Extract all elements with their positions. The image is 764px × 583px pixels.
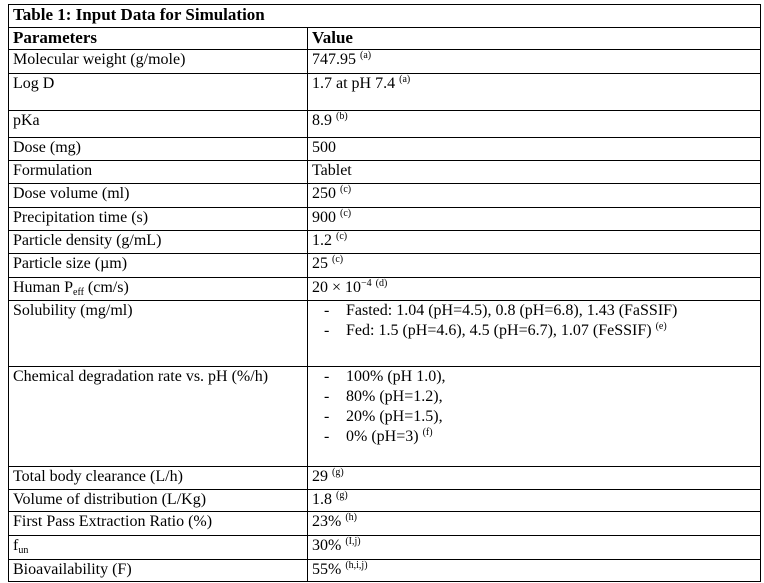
value-cell: [308, 161, 761, 184]
parameter-label: Chemical degradation rate vs. pH (%/h): [13, 368, 269, 385]
table-row: [9, 301, 761, 367]
value-text: Fasted: 1.04 (pH=4.5), 0.8 (pH=6.8), 1.43 (FaSSIF): [346, 302, 678, 319]
table-row: [9, 278, 761, 301]
table-row: [9, 161, 761, 184]
value-text: 23%: [312, 513, 342, 530]
footnote-ref: (g): [336, 490, 348, 501]
parameter-label: Precipitation time (s): [13, 209, 149, 226]
value-text: 100% (pH 1.0),: [346, 368, 446, 385]
parameter-label: Bioavailability (F): [13, 561, 132, 578]
table-row: [9, 467, 761, 490]
parameter-label: Molecular weight (g/mole): [13, 51, 186, 68]
value-cell: [308, 467, 761, 490]
parameter-label: Solubility (mg/ml): [13, 302, 133, 319]
parameter-label: Dose (mg): [13, 139, 81, 156]
table-row: [9, 74, 761, 111]
table-row: [9, 184, 761, 208]
parameter-cell: [9, 161, 308, 184]
value-text: 8.9: [312, 112, 332, 129]
value-text: Tablet: [312, 162, 352, 179]
parameter-subscript: un: [18, 545, 29, 556]
footnote-ref: (h,i,j): [345, 560, 368, 571]
parameter-cell: [9, 74, 308, 111]
value-cell: [308, 50, 761, 74]
table-row: [9, 50, 761, 74]
footnote-ref: (b): [336, 111, 348, 122]
parameter-cell: [9, 490, 308, 512]
footnote-ref: (a): [399, 74, 411, 85]
value-text: 30%: [312, 537, 342, 554]
value-text: 29: [312, 468, 328, 485]
parameter-label: Volume of distribution (L/Kg): [13, 491, 207, 508]
value-text: 20 × 10: [312, 279, 362, 296]
value-cell: [308, 184, 761, 208]
header-value: Value: [308, 28, 761, 50]
value-text: 747.95: [312, 51, 356, 68]
footnote-ref: (I,j): [345, 536, 361, 547]
value-cell: [308, 111, 761, 138]
footnote-ref: (h): [345, 512, 357, 523]
value-text: 80% (pH=1.2),: [346, 388, 443, 405]
header-parameters: Parameters: [9, 28, 308, 50]
value-list-item: [312, 427, 756, 447]
table-row: [9, 512, 761, 536]
parameter-cell: [9, 138, 308, 161]
value-text: 1.8: [312, 491, 332, 508]
value-cell: [308, 512, 761, 536]
table-title: Table 1: Input Data for Simulation: [9, 5, 761, 28]
parameter-label: Human P: [13, 279, 73, 296]
parameter-label: Particle density (g/mL): [13, 232, 162, 249]
parameter-cell: [9, 536, 308, 560]
parameter-cell: [9, 278, 308, 301]
value-cell: [308, 278, 761, 301]
input-data-table: [8, 4, 761, 582]
value-list: [312, 367, 756, 447]
value-text: 20% (pH=1.5),: [346, 408, 443, 425]
value-cell: [308, 138, 761, 161]
footnote-ref: (c): [340, 184, 352, 195]
parameter-cell: [9, 50, 308, 74]
table-row: [9, 367, 761, 467]
value-list-item: [312, 301, 756, 321]
parameter-label: Total body clearance (L/h): [13, 468, 183, 485]
table-row: [9, 254, 761, 278]
value-text: 1.2: [312, 232, 332, 249]
footnote-ref: (d): [375, 278, 388, 289]
table-row: [9, 111, 761, 138]
parameter-label: Log D: [13, 75, 55, 92]
footnote-ref: (c): [336, 231, 348, 242]
value-cell: [308, 74, 761, 111]
value-text: 55%: [312, 561, 342, 578]
table-row: [9, 231, 761, 254]
value-list: [312, 301, 756, 341]
value-cell: [308, 301, 761, 367]
table-row: [9, 208, 761, 231]
table-row: [9, 490, 761, 512]
parameter-label-suffix: (cm/s): [83, 279, 129, 296]
parameter-label: pKa: [13, 112, 40, 129]
parameter-cell: [9, 208, 308, 231]
value-text: 500: [312, 139, 336, 156]
value-text: 900: [312, 209, 336, 226]
parameter-label: Dose volume (ml): [13, 185, 130, 202]
footnote-ref: (c): [332, 254, 344, 265]
table-header-row: [9, 28, 761, 50]
value-cell: [308, 208, 761, 231]
parameter-cell: [9, 254, 308, 278]
value-text: Fed: 1.5 (pH=4.6), 4.5 (pH=6.7), 1.07 (FeSSIF): [346, 322, 652, 339]
parameter-label: Formulation: [13, 162, 93, 179]
value-cell: [308, 367, 761, 467]
footnote-ref: (e): [655, 321, 667, 332]
value-list-item: [312, 407, 756, 427]
parameter-cell: [9, 467, 308, 490]
table-row: [9, 560, 761, 582]
value-cell: [308, 254, 761, 278]
parameter-cell: [9, 512, 308, 536]
parameter-cell: [9, 231, 308, 254]
parameter-label: f: [13, 537, 19, 554]
parameter-cell: [9, 560, 308, 582]
parameter-cell: [9, 184, 308, 208]
parameter-label: First Pass Extraction Ratio (%): [13, 513, 213, 530]
footnote-ref: (c): [340, 208, 352, 219]
value-list-item: [312, 321, 756, 341]
parameter-cell: [9, 367, 308, 467]
footnote-ref: (g): [332, 467, 344, 478]
value-text: 250: [312, 185, 336, 202]
parameter-cell: [9, 301, 308, 367]
table-title-row: [9, 5, 761, 28]
value-exponent: −4: [361, 278, 372, 289]
value-cell: [308, 560, 761, 582]
value-text: 0% (pH=3): [346, 428, 419, 445]
table-row: [9, 138, 761, 161]
value-cell: [308, 490, 761, 512]
table-row: [9, 536, 761, 560]
value-text: 25: [312, 255, 328, 272]
value-text: 1.7 at pH 7.4: [312, 75, 396, 92]
value-cell: [308, 231, 761, 254]
footnote-ref: (f): [422, 427, 433, 438]
parameter-cell: [9, 111, 308, 138]
footnote-ref: (a): [360, 50, 372, 61]
value-cell: [308, 536, 761, 560]
parameter-subscript: eff: [73, 287, 84, 298]
value-list-item: [312, 367, 756, 387]
value-list-item: [312, 387, 756, 407]
parameter-label: Particle size (µm): [13, 255, 128, 272]
